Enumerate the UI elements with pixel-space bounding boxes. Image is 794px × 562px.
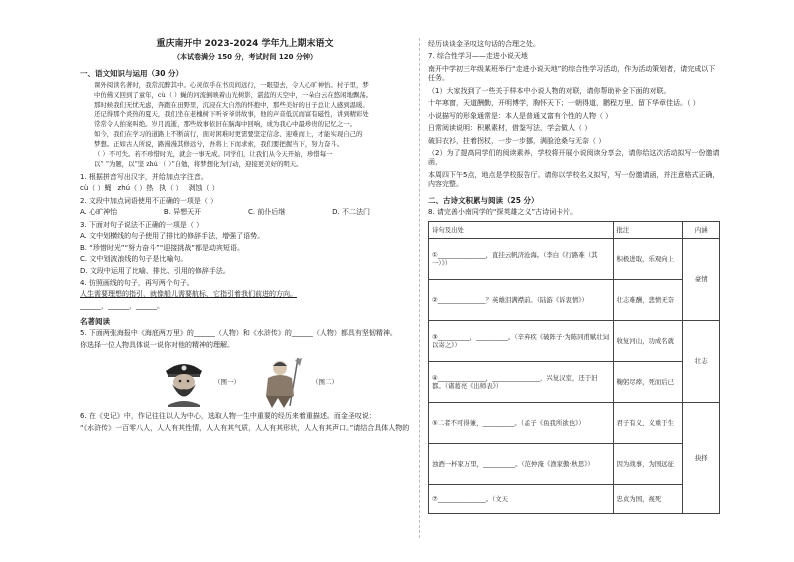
- note-cell: 积极进取，乐观向上: [613, 239, 683, 280]
- note-cell: 因为战事，为国远征: [613, 444, 683, 485]
- q1-blank[interactable]: zhú（ ）热: [117, 184, 154, 193]
- question-8: 8. 请完善小南同学的“探英雄之义”古诗词卡片。: [428, 207, 578, 216]
- q7-item1-line[interactable]: 小说描写的形象通常是：本人是普通又富有个性的人物（ ）: [428, 111, 613, 120]
- poster-figures: [160, 356, 410, 408]
- q2-options: [80, 208, 410, 217]
- figure-2: [260, 356, 338, 408]
- passage-line: 以“ ”为题，以“坚 zhú （ ）”自勉，将梦想化为行动，迎接更美好的明天。: [94, 160, 303, 169]
- q7-item2-line: 本周四下午5点，地点是学校报告厅。请你以学校名义拟写，写一份邀请函，并注意格式正确，内容完整。: [428, 170, 720, 189]
- q1-blank[interactable]: 剥蚀（ ）: [188, 184, 219, 193]
- poem-cell[interactable]: ②_______________？英雄泪满襟前。（陆游《诉衷情》）: [429, 280, 614, 321]
- q4-answer-line[interactable]: ______，______，______。: [80, 301, 164, 310]
- q6-line: “《水浒传》一百零八人，人人有其性情，人人有其气质，人人有其形状，人人有其声口。”请结合具体人物的: [80, 423, 410, 432]
- column-divider: [419, 38, 420, 538]
- note-cell: 鞠躬尽瘁，死而后已: [613, 362, 683, 403]
- q7-intro: 南开中学初三年级某班举行“走进小说天地”的综合性学习活动，作为活动策划者，请完成以下任务。: [428, 64, 716, 83]
- q5-line: 你选择一位人物具体说一说你对他的精神的理解。: [80, 340, 234, 349]
- meaning-cell: 抉择: [683, 403, 720, 514]
- q6-line: 6. 在《史记》中，作记往往以人为中心，选取人物一生中重要的经历来着重描述。而金圣叹说：: [80, 412, 376, 421]
- poem-cell[interactable]: ③__________，__________。（辛弃疾《破阵子·为陈同甫赋壮词以寄之》）: [429, 321, 614, 362]
- q3-option[interactable]: C. 文中划波浪线的句子是比喻句。: [80, 255, 188, 264]
- page-subtitle: （本试卷满分 150 分，考试时间 120 分钟）: [173, 53, 317, 62]
- left-column: [80, 0, 410, 433]
- warrior-figure-icon: [260, 356, 306, 408]
- question-2: 2. 文段中加点词语使用不正确的一项是（ ）: [80, 196, 218, 205]
- q3-option[interactable]: B. “珍惜时光”“努力奋斗”“迎接挑战”都是动宾短语。: [80, 243, 245, 252]
- captain-portrait-icon: [160, 357, 208, 407]
- figure-2-label: （图二）: [312, 377, 338, 386]
- passage-line: 如今，我们在学习的道路上不断前行，面对困难时更需要坚定信念、迎难而上，才能实现自己的: [94, 130, 363, 139]
- meaning-cell: 豪情: [683, 239, 720, 321]
- passage-line: 梦想。正如古人所说，路漫漫其修远兮，吾将上下而求索，我们要把握当下，努力奋斗。: [94, 140, 344, 149]
- poem-cell[interactable]: 浊酒一杯家万里，__________。（范仲淹《渔家傲·秋思》）: [429, 444, 614, 485]
- q3-option[interactable]: A. 文中划横线的句子使用了排比的修辞手法，增强了语势。: [80, 232, 265, 241]
- col-header-poem: 诗句及出处: [429, 222, 614, 239]
- note-cell: 壮志难酬，悲愤无奈: [613, 280, 683, 321]
- q1-blanks: [80, 184, 410, 193]
- passage-line: 那时候我们无忧无虑，奔跑在田野里，沉浸在大自然的怀抱中，那些美好的日子总让人感到温暖。: [94, 100, 369, 109]
- right-column: [428, 0, 720, 514]
- reading-passage: [80, 81, 410, 170]
- table-row: [429, 444, 720, 485]
- q7-item1-line[interactable]: 日常阅读说明：积累素材，借鉴写法，学会做人（ ）: [428, 124, 592, 133]
- table-row: [429, 280, 720, 321]
- note-cell: 君子有义，义重于生: [613, 403, 683, 444]
- table-row: [429, 403, 720, 444]
- q7-item1-line[interactable]: 破旧衣衫，拄着拐杖，一步一步挪，满脸沧桑与无奈（ ）: [428, 136, 606, 145]
- table-row: [429, 485, 720, 514]
- question-4: 4. 仿照画线的句子，再写两个句子。: [80, 278, 194, 287]
- q3-option[interactable]: D. 文段中运用了比喻、排比、引用的修辞手法。: [80, 266, 230, 275]
- table-header-row: [429, 222, 720, 239]
- figure-1: [160, 357, 240, 407]
- meaning-cell: 壮志: [683, 321, 720, 403]
- poem-cell[interactable]: ⑤二者不可得兼，__________。（孟子《鱼我所欲也》）: [429, 403, 614, 444]
- col-header-note: 批注: [613, 222, 683, 239]
- q2-option[interactable]: A. 心旷神怡: [80, 208, 118, 217]
- poem-cell[interactable]: ⑦_______________。（文天: [429, 485, 614, 514]
- q7-item1-line: （1）大家找到了一些关于样本中小说人物的对联，请你帮助补全下面的对联。: [428, 86, 671, 95]
- passage-line: 还记得那个炎热的夏天，我们坐在老槐树下听爷爷讲故事，他的声音低沉而富有磁性，讲到精彩处: [94, 110, 369, 119]
- section-heading-2: 二、古诗文积累与阅读（25 分）: [428, 195, 539, 205]
- note-cell: 收复河山，功成名就: [613, 321, 683, 362]
- poem-cell[interactable]: ①_______________，直挂云帆济沧海。（李白《行路难（其一）》）: [429, 239, 614, 280]
- question-1: 1. 根据拼音写出汉字，并给加点字注音。: [80, 173, 208, 181]
- q1-blank[interactable]: cù（ ）蝇: [80, 184, 112, 193]
- col-header-meaning: 内涵: [683, 222, 720, 239]
- passage-line: 常常令人拍案叫绝。岁月流逝，那些故事依旧在脑海中回响，成为我心中最珍贵的记忆之一。: [94, 120, 357, 129]
- table-row: [429, 321, 720, 362]
- q4-example: 人生需要理想的指引，就像船儿需要航标，它指引着我们前进的方向。: [80, 290, 297, 299]
- q1-blank[interactable]: 执（ ）: [159, 184, 183, 193]
- q2-option[interactable]: D. 不二法门: [332, 208, 370, 217]
- passage-line: 中仿佛又回到了童年，cù（ ）蝇的河流倒映着山光树影，湛蓝的天空中，一朵白云在悠闲地飘荡。: [94, 90, 373, 99]
- page-title: 重庆南开中 2023-2024 学年九上期末语文: [156, 39, 334, 49]
- q2-option[interactable]: B. 异想天开: [163, 208, 202, 217]
- q5-line: 5. 下面两张海报中《海底两万里》的______（人物）和《水浒传》的______（人物）都具有坚韧精神。: [80, 329, 397, 338]
- q7-item1-line[interactable]: 十年寒窗，天道酬勤，开明博学，胸怀天下；一朝得道，鹏程万里，留下华章佳话。（ ）: [428, 99, 700, 108]
- section-heading-1: 一、语文知识与运用（30 分）: [80, 68, 184, 78]
- right-line: 经历谈谈金圣叹这句话的合理之处。: [428, 40, 540, 48]
- passage-line: （ ）不可失。若不珍惜时光，就会一事无成。同学们，让我们从今天开始，珍惜每一: [94, 150, 333, 159]
- table-row: [429, 239, 720, 280]
- table-row: [429, 362, 720, 403]
- q7-item2-line: （2）为了提高同学们的阅读素养，学校将开展小说阅读分享会，请你给这次活动拟写一份邀请函，: [428, 148, 720, 167]
- section-heading-mingzhu: 名著阅读: [80, 317, 110, 327]
- figure-1-label: （图一）: [214, 377, 240, 386]
- q2-option[interactable]: C. 前仆后继: [247, 208, 286, 217]
- poem-cell[interactable]: ④_______________，_______________，兴复汉室，还于旧都。（诸葛亮《出师表》）: [429, 362, 614, 403]
- poetry-card-table: [428, 221, 720, 514]
- question-7: 7. 综合性学习——走进小说天地: [428, 52, 528, 61]
- question-3: 3. 下面对句子说法不正确的一项是（ ）: [80, 220, 204, 229]
- passage-line: 课外阅读名著时，我常沉醉其中。心灵似乎在书页间远行，一眼望去，令人心旷神怡。村子里，梦: [94, 80, 369, 89]
- note-cell: 忠贞为国，视死: [613, 485, 683, 514]
